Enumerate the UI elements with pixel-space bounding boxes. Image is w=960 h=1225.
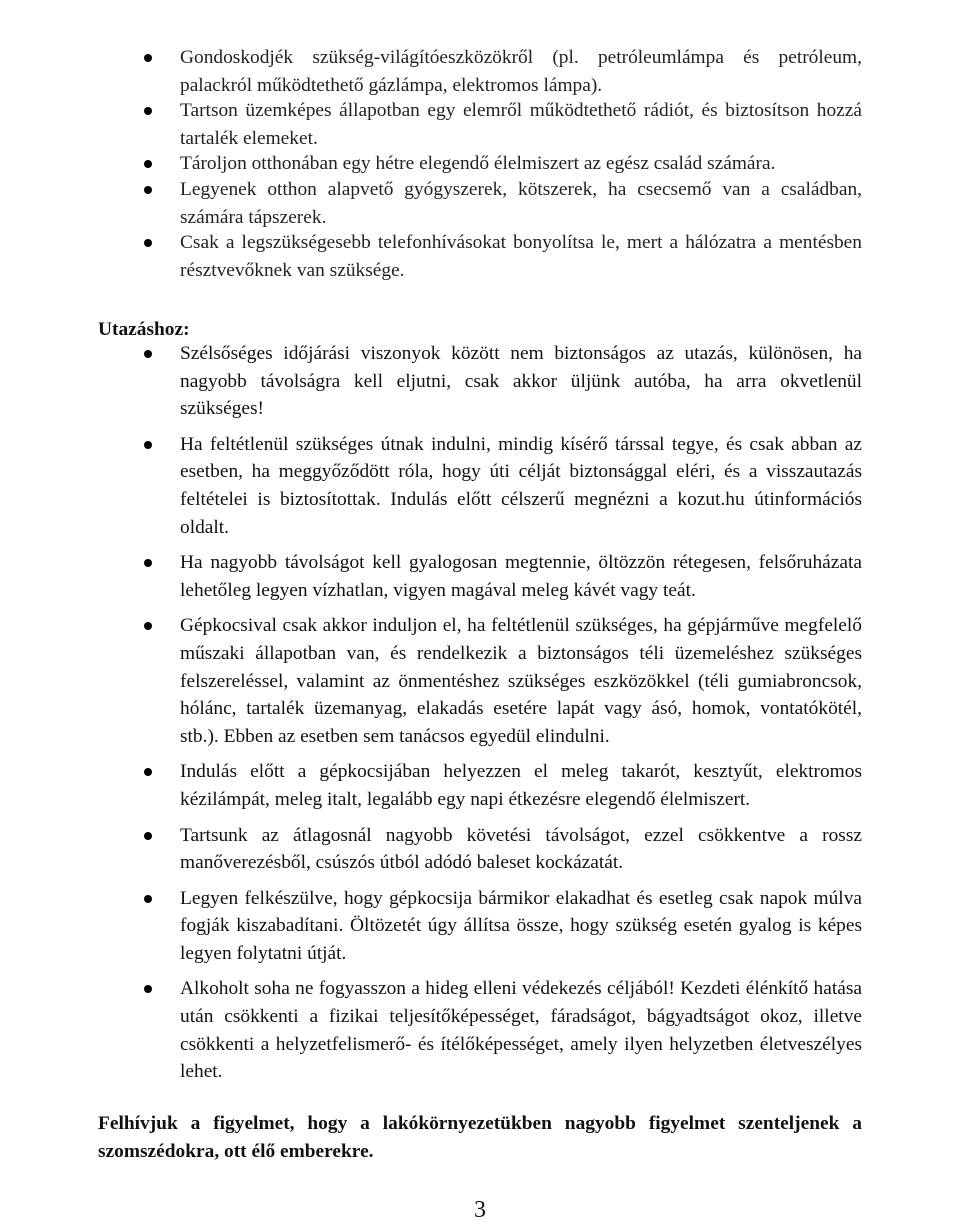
travel-advice-list: [180, 340, 862, 1094]
closing-notice: Felhívjuk a figyelmet, hogy a lakókörnyezetükben nagyobb figyelmet szenteljenek a szomszédokra, ott élő emberekre.: [98, 1113, 862, 1162]
bullet-icon: [144, 768, 152, 776]
bullet-icon: [144, 107, 152, 115]
list-item-text: Tartsunk az átlagosnál nagyobb követési távolságot, ezzel csökkentve a rossz manőverezésből, csúszós útból adódó baleset kockázatát.: [180, 824, 862, 874]
list-item: [180, 97, 862, 152]
list-item-text: Gondoskodjék szükség-világítóeszközökről (pl. petróleumlámpa és petróleum, palackról működtethető gázlámpa, elektromos lámpa).: [180, 47, 862, 96]
bullet-icon: [144, 895, 152, 903]
list-item-text: Szélsőséges időjárási viszonyok között nem biztonságos az utazás, különösen, ha nagyobb távolságra kell eljutni, csak akkor üljünk autóba, ha arra okvetlenül szükséges!: [180, 343, 862, 420]
bullet-icon: [144, 441, 152, 449]
bullet-icon: [144, 559, 152, 567]
list-item: [180, 612, 862, 750]
list-item: [180, 176, 862, 231]
list-item-text: Csak a legszükségesebb telefonhívásokat bonyolítsa le, mert a hálózatra a mentésben résztvevőknek van szüksége.: [180, 232, 862, 281]
list-item-text: Indulás előtt a gépkocsijában helyezzen el meleg takarót, kesztyűt, elektromos kézilámpát, meleg italt, legalább egy napi étkezésre elegendő élelmiszert.: [180, 761, 862, 810]
list-item-text: Tartson üzemképes állapotban egy elemről működtethető rádiót, és biztosítson hozzá tartalék elemeket.: [180, 100, 862, 149]
travel-heading: Utazáshoz:: [98, 319, 190, 340]
bullet-icon: [144, 54, 152, 62]
list-item: [180, 431, 862, 541]
list-item-text: Ha feltétlenül szükséges útnak indulni, mindig kísérő társsal tegye, és csak abban az esetben, ha meggyőződött róla, hogy úti célját biztonsággal eléri, és a visszautazás feltételei is biztosítottak. Indulás előtt célszerű megnézni a kozut.hu útinformációs oldalt.: [180, 433, 862, 538]
list-item: [180, 44, 862, 99]
bullet-icon: [144, 622, 152, 630]
household-preparation-list: [180, 44, 862, 282]
list-item: [180, 758, 862, 813]
list-item-text: Alkoholt soha ne fogyasszon a hideg elleni védekezés céljából! Kezdeti élénkítő hatása után csökkenti a fizikai teljesítőképességet, fáradságot, bágyadtságot okoz, illetve csökkenti a helyzetfelismerő- és ítélőképességet, amely ilyen helyzetben életveszélyes lehet.: [180, 978, 862, 1083]
bullet-icon: [144, 985, 152, 993]
bullet-icon: [144, 350, 152, 358]
bullet-icon: [144, 832, 152, 840]
list-item: [180, 340, 862, 423]
bullet-icon: [144, 239, 152, 247]
list-item-text: Legyen felkészülve, hogy gépkocsija bármikor elakadhat és esetleg csak napok múlva fogják kiszabadítani. Öltözetét úgy állítsa össze, hogy szükség esetén gyalog is képes legyen folytatni útját.: [180, 887, 862, 964]
list-item-text: Gépkocsival csak akkor induljon el, ha feltétlenül szükséges, ha gépjárműve megfelelő műszaki állapotban van, és rendelkezik a biztonságos téli üzemeléshez szükséges felszereléssel, valamint az önmentéshez szükséges eszközökkel (téli gumiabroncsok, hólánc, tartalék üzemanyag, elakadás esetére lapát vagy ásó, homok, vontatókötél, stb.). Ebben az esetben sem tanácsos egyedül elindulni.: [180, 615, 862, 747]
list-item: [180, 885, 862, 968]
list-item-text: Legyenek otthon alapvető gyógyszerek, kötszerek, ha csecsemő van a családban, számára tápszerek.: [180, 178, 862, 228]
list-item-text: Ha nagyobb távolságot kell gyalogosan megtennie, öltözzön rétegesen, felsőruházata lehetőleg legyen vízhatlan, vigyen magával meleg kávét vagy teát.: [180, 552, 862, 601]
bullet-icon: [144, 160, 152, 168]
list-item: [180, 822, 862, 877]
list-item: [180, 150, 862, 178]
list-item: [180, 975, 862, 1085]
list-item: [180, 229, 862, 284]
page-number: 3: [474, 1197, 486, 1223]
list-item-text: Tároljon otthonában egy hétre elegendő élelmiszert az egész család számára.: [180, 153, 776, 175]
list-item: [180, 549, 862, 604]
bullet-icon: [144, 186, 152, 194]
